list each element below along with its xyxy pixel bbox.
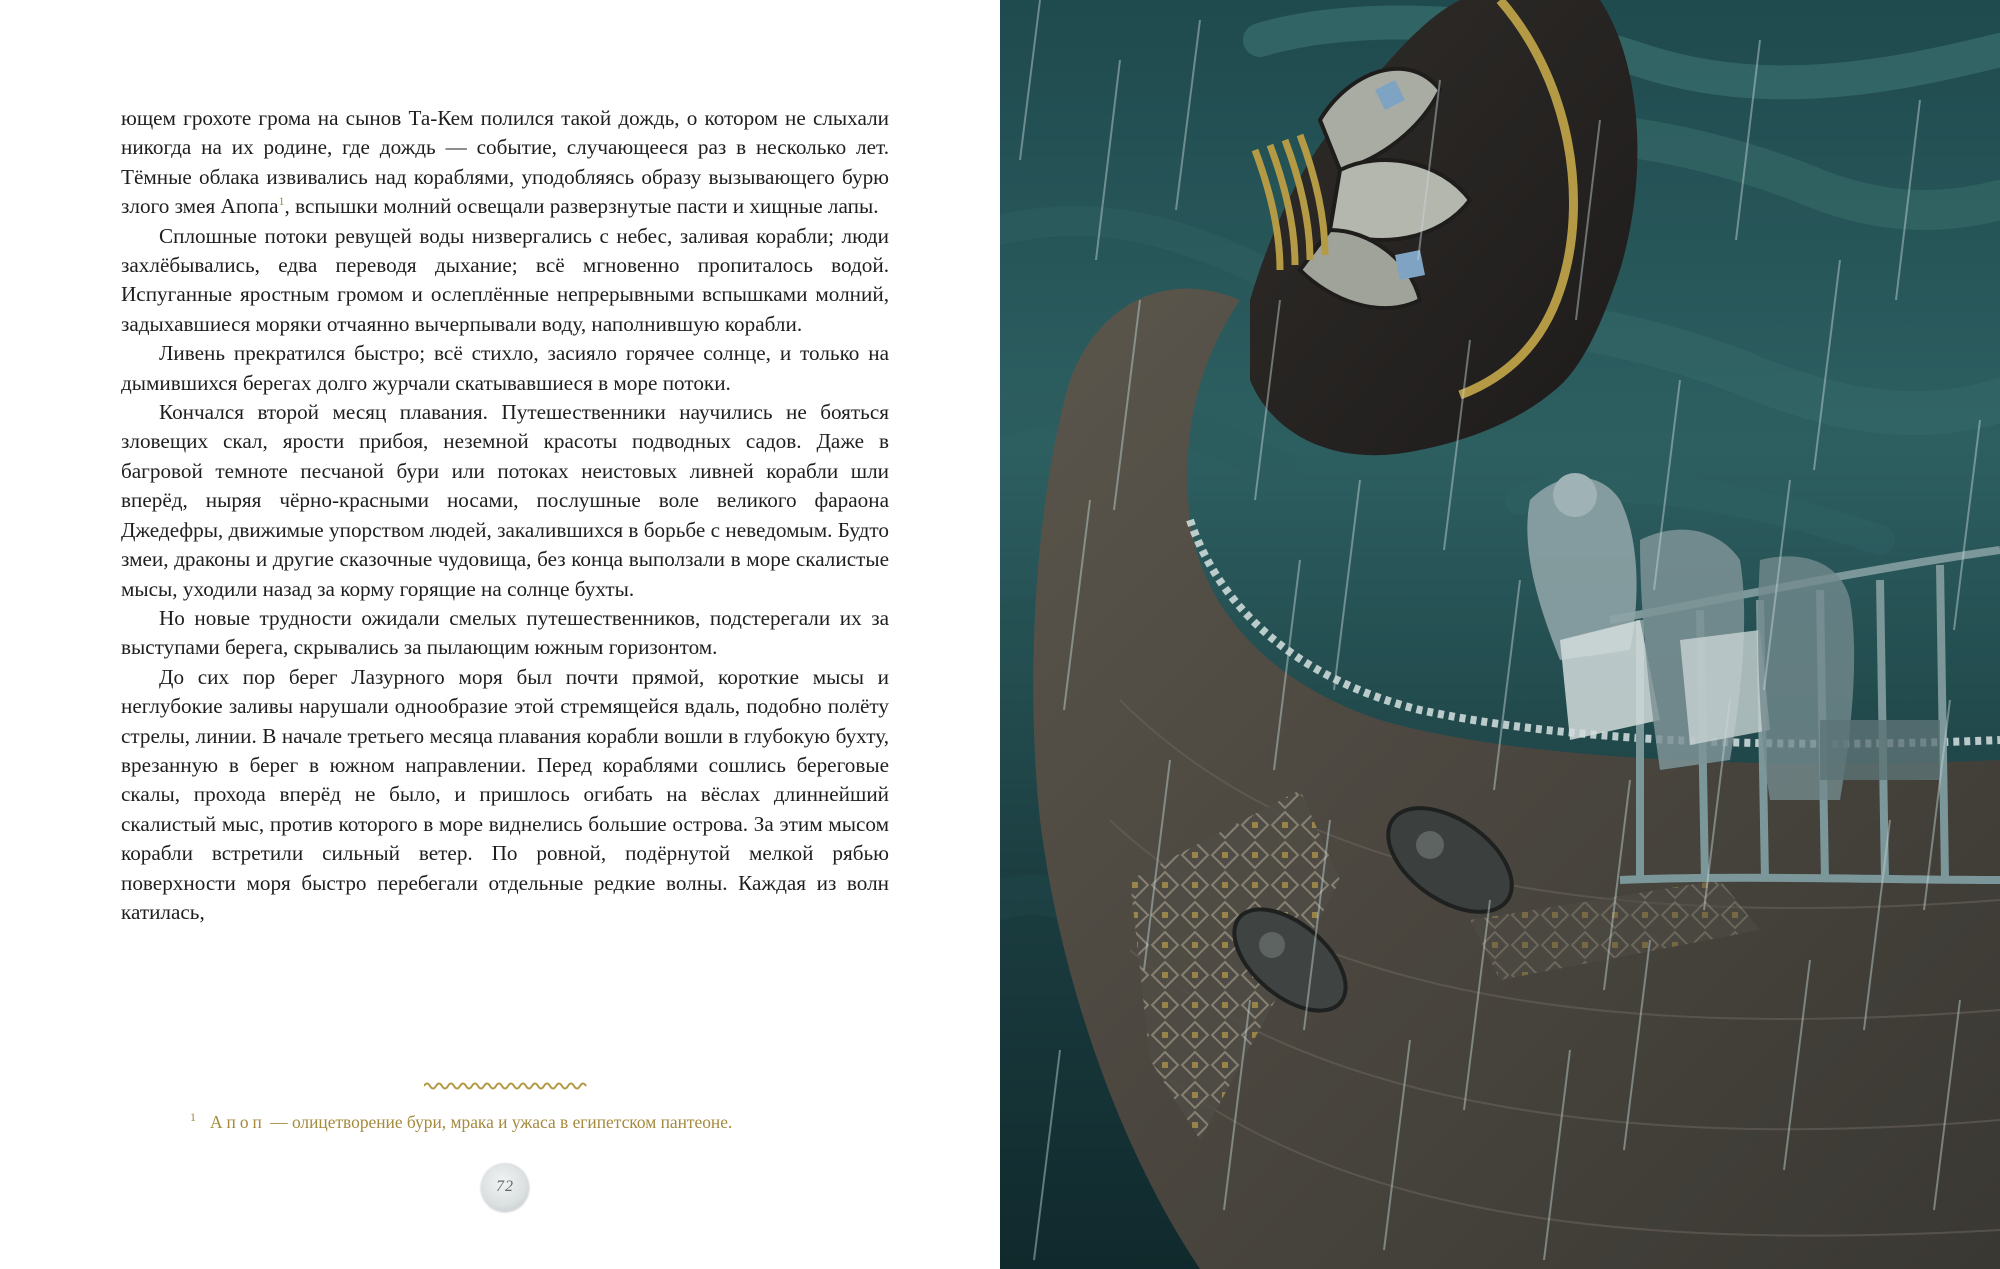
footnote-number: 1 [190,1110,196,1124]
footnote-term: Апоп [210,1111,266,1132]
page-number: 72 [496,1178,514,1195]
paragraph: Но новые трудности ожидали смелых путешественников, подстерегали их за выступами берега, скрывались за пылающим южным горизонтом. [121,605,889,660]
footnote [190,1106,890,1133]
paragraph: Ливень прекратился быстро; всё стихло, засияло горячее солнце, и только на дымившихся берегах долго журчали скатывавшиеся в море потоки. [121,341,889,395]
page-number-badge [481,1163,529,1211]
footnote-text: — олицетворение бури, мрака и ужаса в египетском пантеоне. [265,1111,733,1132]
illustration-canvas [1000,0,2000,1269]
body-text [121,104,889,927]
paragraph: Сплошные потоки ревущей воды низвергались с небес, заливая корабли; люди захлёбывались, едва переводя дыхание; всё мгновенно пропиталось водой. Испуганные яростным громом и ослеплённые непрерывными вспышками молний, задыхавшиеся моряки отчаянно вычерпывали воду, наполнившую корабли. [121,223,889,336]
storm-ship-illustration [1000,0,2000,1269]
footnote-divider [424,1080,588,1092]
footnote-ref[interactable]: 1 [278,194,285,209]
paragraph: До сих пор берег Лазурного моря был почти прямой, короткие мысы и неглубокие заливы нарушали однообразие этой стремящейся вдаль, подобно полёту стрелы, линии. В начале третьего месяца плавания корабли вошли в глубокую бухту, врезанную в берег в южном направлении. Перед кораблями сошлись береговые скалы, прохода вперёд не было, и пришлось огибать на вёслах длиннейший скалистый мыс, против которого в море виднелись большие острова. За этим мысом корабли встретили сильный ветер. По ровной, подёрнутой мелкой рябью поверхности моря быстро перебегали отдельные редкие волны. Каждая из волн катилась, [121,664,889,924]
paragraph: Кончался второй месяц плавания. Путешественники научились не бояться зловещих скал, ярости прибоя, неземной красоты подводных садов. Даже в багровой темноте песчаной бури или потоках неистовых ливней корабли шли вперёд, ныряя чёрно-красными носами, послушные воле великого фараона Джедефры, движимые упорством людей, закалившихся в борьбе с неведомым. Будто змеи, драконы и другие сказочные чудовища, без конца выползали в море скалистые мысы, уходили назад за корму горящие на солнце бухты. [121,400,889,601]
paragraph: ющем грохоте грома на сынов Та-Кем полился такой дождь, о котором не слыхали никогда на их родине, где дождь — событие, случающееся раз в несколько лет. Тёмные облака извивались над кораблями, уподобляясь образу вызывающего бурю злого змея Апопа$^1$, вспышки молний освещали разверзнутые пасти и хищные лапы. [121,106,889,219]
